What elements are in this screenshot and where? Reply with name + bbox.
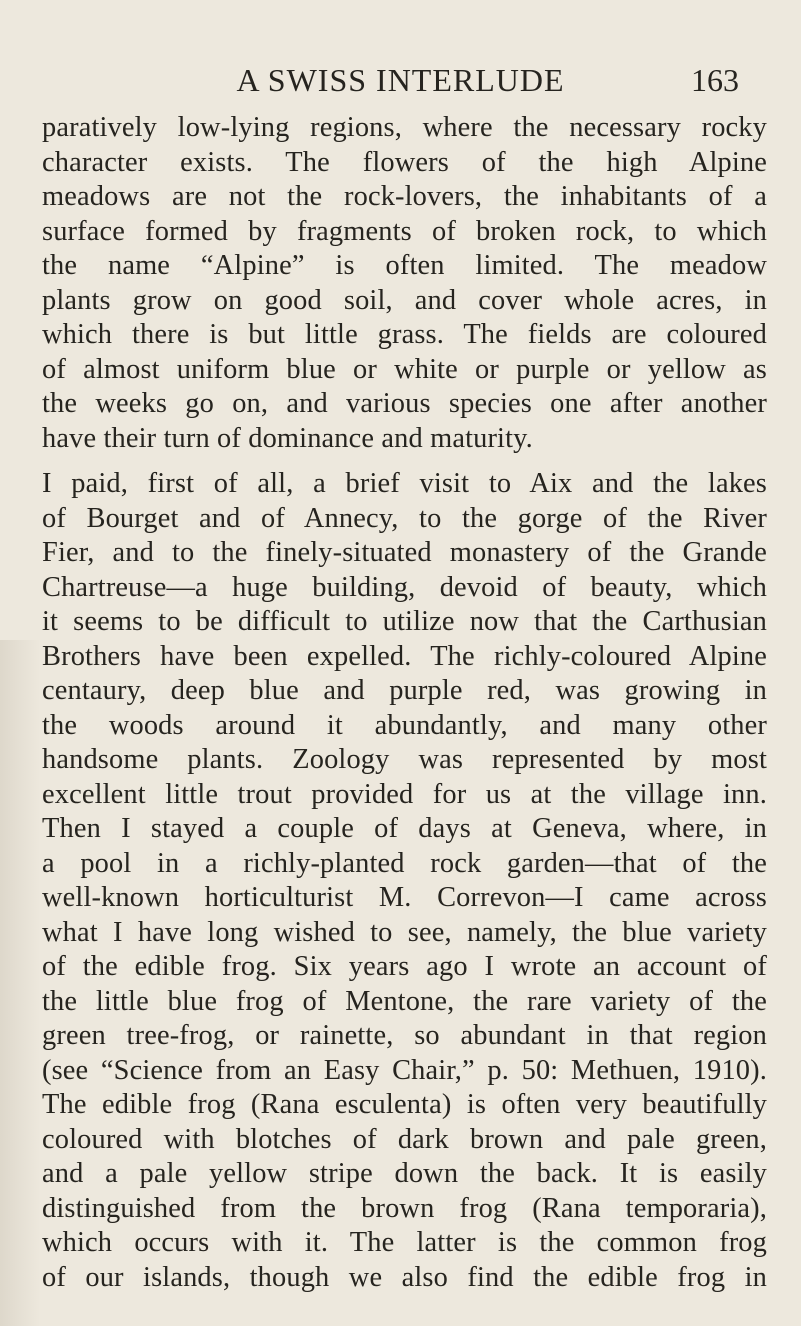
text-line: Chartreuse—a huge building, devoid of beauty, which (42, 571, 767, 603)
text-line: handsome plants. Zoology was represented by most (42, 744, 767, 775)
text-line: Fier, and to the finely-situated monastery of the Grande (42, 537, 767, 568)
page-shadow (0, 640, 40, 1326)
text-line: well-known horticulturist M. Correvon—I came across (42, 882, 767, 913)
text-line: paratively low-lying regions, where the necessary rocky (42, 112, 767, 143)
text-line: of our islands, though we also find the edible frog in (42, 1261, 767, 1293)
text-line: have their turn of dominance and maturity. (42, 422, 533, 454)
text-line: which occurs with it. The latter is the common frog (42, 1227, 767, 1258)
text-line: and a pale yellow stripe down the back. It is easily (42, 1158, 767, 1189)
text-line: Then I stayed a couple of days at Geneva, where, in (42, 813, 767, 844)
text-line: of the edible frog. Six years ago I wrote an account of (42, 951, 767, 982)
page-number: 163 (691, 62, 739, 98)
text-line: the woods around it abundantly, and many other (42, 709, 767, 741)
text-line: meadows are not the rock-lovers, the inhabitants of a (42, 181, 767, 212)
page-header (0, 60, 801, 100)
text-line: excellent little trout provided for us at the village inn. (42, 778, 767, 810)
text-line: the name “Alpine” is often limited. The meadow (42, 250, 767, 281)
text-line: a pool in a richly-planted rock garden—that of the (42, 847, 767, 879)
text-line: what I have long wished to see, namely, the blue variety (42, 916, 767, 948)
text-line: centaury, deep blue and purple red, was growing in (42, 675, 767, 706)
text-line: of almost uniform blue or white or purple or yellow as (42, 353, 767, 385)
text-line: surface formed by fragments of broken rock, to which (42, 215, 767, 247)
text-line: the little blue frog of Mentone, the rare variety of the (42, 985, 767, 1017)
text-line: (see “Science from an Easy Chair,” p. 50: Methuen, 1910). (42, 1054, 767, 1086)
paragraph-2 (42, 467, 767, 1295)
text-line: which there is but little grass. The fields are coloured (42, 319, 767, 350)
text-line: distinguished from the brown frog (Rana temporaria), (42, 1192, 767, 1224)
text-line: character exists. The flowers of the high Alpine (42, 146, 767, 178)
text-line: The edible frog (Rana esculenta) is often very beautifully (42, 1089, 767, 1120)
text-line: coloured with blotches of dark brown and pale green, (42, 1123, 767, 1155)
running-title: A SWISS INTERLUDE (236, 62, 565, 98)
text-line: plants grow on good soil, and cover whole acres, in (42, 284, 767, 316)
text-line: green tree-frog, or rainette, so abundant in that region (42, 1020, 767, 1051)
text-line: Brothers have been expelled. The richly-coloured Alpine (42, 640, 767, 672)
text-line: I paid, first of all, a brief visit to Aix and the lakes (42, 468, 767, 499)
text-line: it seems to be difficult to utilize now that the Carthusian (42, 606, 767, 637)
paragraph-1 (42, 111, 767, 456)
text-line: of Bourget and of Annecy, to the gorge of the River (42, 502, 767, 534)
text-line: the weeks go on, and various species one after another (42, 388, 767, 419)
